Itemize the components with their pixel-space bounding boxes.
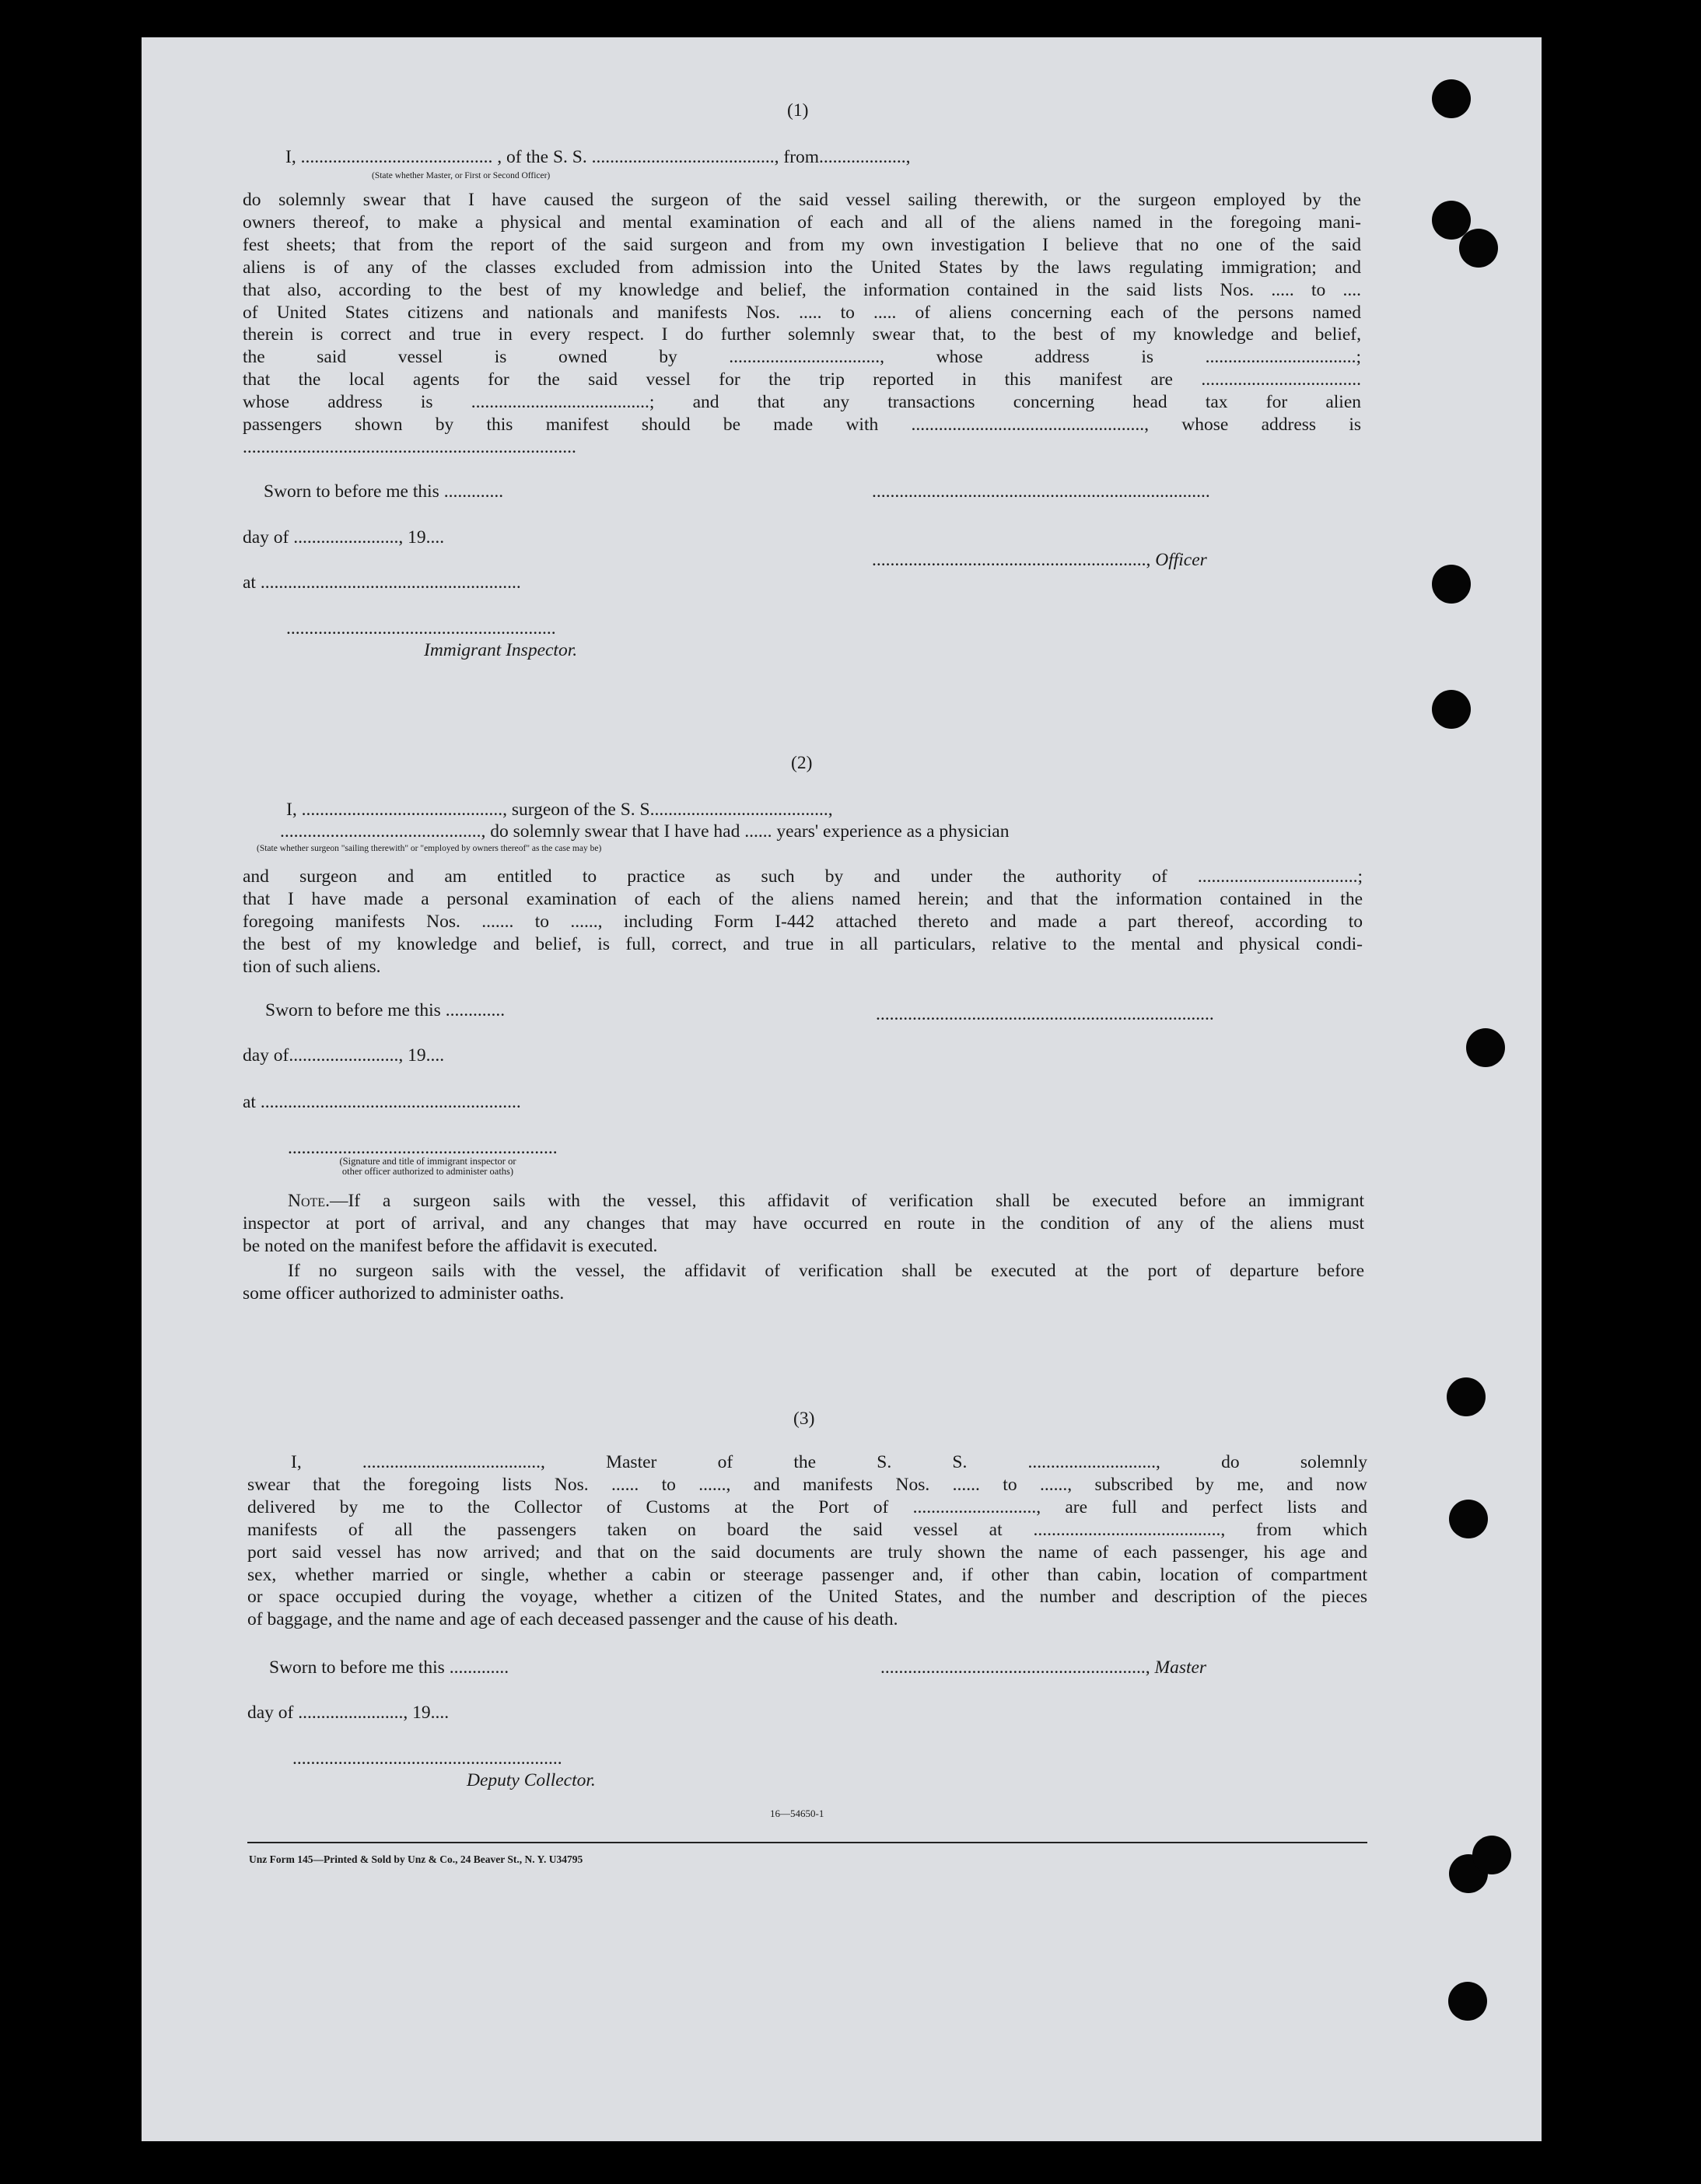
master-line: .........................................................., Master: [880, 1657, 1207, 1678]
section-3-oath-paragraph: I, ......................................., Master of the S. S. ............................, do solemnly swear that the foregoing lists Nos. ...... to ......, and manifests Nos. ...... to ......, subscribed by me, and now delivered by me to the Collector of Customs at the Port of ..........................., are full and perfect lists and manifests of all the passengers taken on board the said vessel at ........................................., from which port said vessel has now arrived; and that on the said documents are truly shown the name of each passenger, his age and sex, whether married or single, whether a cabin or steerage passenger and, if other than cabin, location of compartment or space occupied during the voyage, whether a citizen of the United States, and the number and description of the pieces of baggage, and the name and age of each deceased passenger and the cause of his death.: [247, 1452, 1367, 1630]
day-line: day of ......................., 19....: [243, 527, 445, 548]
section-2-surgeon-note: (State whether surgeon "sailing therewith" or "employed by owners thereof" as the case may be): [257, 844, 602, 853]
footer-rule: [247, 1842, 1367, 1843]
inspector-title: Immigrant Inspector.: [424, 640, 578, 660]
collector-title: Deputy Collector.: [467, 1770, 596, 1790]
binder-hole: [1448, 1982, 1487, 2021]
inspector-signature-line: ...........................................................: [288, 1138, 558, 1158]
sworn-line: Sworn to before me this .............: [269, 1657, 509, 1678]
section-3-heading: (3): [793, 1409, 815, 1429]
signature-line: ..........................................................................: [876, 1004, 1214, 1024]
at-line: at .........................................................: [243, 1092, 521, 1112]
at-line: at .........................................................: [243, 572, 521, 593]
collector-signature-line: ...........................................................: [292, 1748, 562, 1769]
binder-hole: [1432, 690, 1471, 729]
note-paragraph: Note.—If a surgeon sails with the vessel, this affidavit of verification shall be executed before an immigrant inspector at port of arrival, and any changes that may have occurred en route in the condition of any of the aliens must be noted on the manifest before the affidavit is executed.: [243, 1191, 1364, 1256]
sworn-line: Sworn to before me this .............: [264, 481, 504, 502]
binder-hole: [1447, 1377, 1486, 1416]
binder-hole: [1472, 1836, 1511, 1874]
footer-imprint: Unz Form 145—Printed & Sold by Unz & Co., 24 Beaver St., N. Y. U34795: [249, 1853, 583, 1865]
note-paragraph-2: If no surgeon sails with the vessel, the affidavit of verification shall be executed at the port of departure before some officer authorized to administer oaths.: [243, 1261, 1364, 1304]
section-1-heading: (1): [787, 100, 809, 121]
day-line: day of........................, 19....: [243, 1045, 445, 1066]
section-1-officer-note: (State whether Master, or First or Second Officer): [372, 171, 551, 180]
form-number: 16—54650-1: [770, 1808, 824, 1819]
binder-hole: [1432, 79, 1471, 118]
binder-hole: [1449, 1500, 1488, 1538]
section-1-oath-paragraph: do solemnly swear that I have caused the surgeon of the said vessel sailing therewith, or the surgeon employed by the owners thereof, to make a physical and mental examination of each and all of the aliens named in the foregoing mani- fest sheets; that from the report of the said surgeon and from my own investigation I believe that no one of the said aliens is of any of the classes excluded from admission into the United States by the laws regulating immigration; and that also, according to the best of my knowledge and belief, the information contained in the said lists Nos. ..... to .... of United States citizens and nationals and manifests Nos. ..... to ..... of aliens concerning each of the persons named therein is correct and true in every respect. I do further solemnly swear that, to the best of my knowledge and belief, the said vessel is owned by ................................., whose address is .................................; that the local agents for the said vessel for the trip reported in this manifest are ................................... whose address is .......................................; and that any transactions concerning head tax for alien passengers shown by this manifest should be made with ..................................................., whose address is .........................................................................: [243, 190, 1361, 457]
binder-hole: [1432, 565, 1471, 604]
sworn-line: Sworn to before me this .............: [265, 1000, 506, 1020]
signature-line: ..........................................................................: [872, 481, 1210, 502]
binder-hole: [1466, 1028, 1505, 1067]
signature-title-note: (Signature and title of immigrant inspector or other officer authorized to administer oaths): [339, 1156, 516, 1177]
day-line: day of ......................., 19....: [247, 1703, 450, 1723]
section-2-second-line: ............................................, do solemnly swear that I have had ...... years' experience as a physician: [280, 821, 1010, 842]
section-2-heading: (2): [791, 753, 813, 773]
binder-hole: [1459, 229, 1498, 268]
officer-line: ............................................................, Officer: [872, 550, 1207, 570]
section-1-first-line: I, .......................................... , of the S. S. ........................................, from...................,: [285, 147, 911, 167]
section-2-oath-paragraph: and surgeon and am entitled to practice as such by and under the authority of ...................................; that I have made a personal examination of each of the aliens named herein; and that the information contained in the foregoing manifests Nos. ....... to ......, including Form I-442 attached thereto and made a part thereof, according to the best of my knowledge and belief, is full, correct, and true in all particulars, relative to the mental and physical condi- tion of such aliens.: [243, 866, 1363, 977]
section-2-first-line: I, ............................................, surgeon of the S. S.......................................,: [286, 800, 833, 820]
inspector-signature-line: ...........................................................: [286, 618, 556, 639]
